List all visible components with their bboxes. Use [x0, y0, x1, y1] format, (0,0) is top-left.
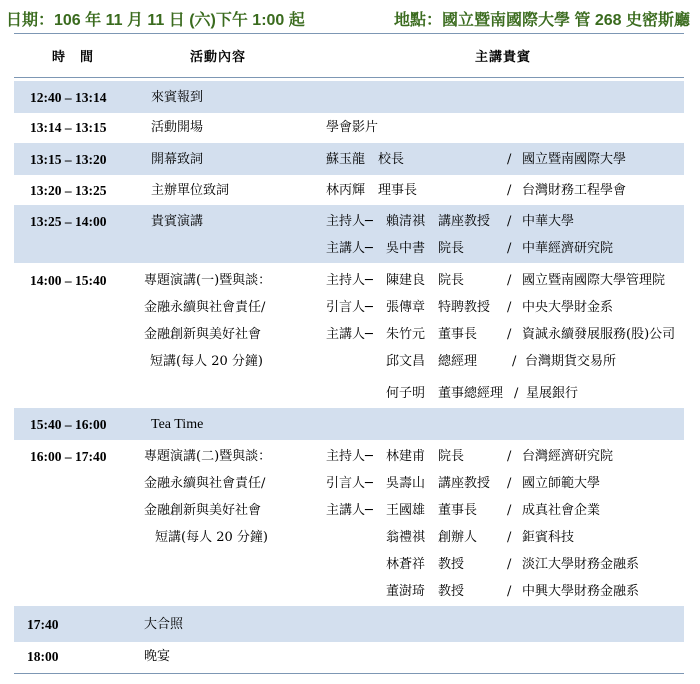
speaker-role: 引言人─	[326, 300, 373, 315]
row-time: 13:15 – 13:20	[30, 152, 107, 167]
row-time: 18:00	[27, 649, 59, 664]
row-activity: 金融永續與社會責任/	[144, 476, 266, 491]
speaker-role: 主講人─	[326, 503, 373, 518]
speaker-title: 講座教授	[438, 476, 491, 491]
separator: /	[507, 449, 512, 464]
column-header-activity: 活動內容	[190, 50, 247, 65]
speaker-name: 翁禮祺	[386, 530, 426, 545]
speaker-org: 中華大學	[522, 214, 575, 229]
speaker-name: 吳壽山	[386, 476, 426, 491]
separator: /	[514, 386, 519, 401]
separator: /	[507, 530, 512, 545]
speaker-org: 星展銀行	[526, 386, 579, 401]
speaker-name: 林建甫	[386, 449, 426, 464]
speaker-org: 中華經濟研究院	[522, 241, 614, 256]
row-activity: 金融創新與美好社會	[144, 503, 262, 518]
speaker-title: 院長	[438, 241, 465, 256]
speaker-org: 國立暨南國際大學	[522, 152, 627, 167]
row-time: 13:25 – 14:00	[30, 214, 107, 229]
separator: /	[507, 241, 512, 256]
speaker-role: 引言人─	[326, 476, 373, 491]
row-time: 17:40	[27, 617, 59, 632]
schedule-row	[14, 606, 684, 642]
separator: /	[507, 214, 512, 229]
event-location: 地點：國立暨南國際大學 管 268 史密斯廳	[393, 12, 690, 29]
separator: /	[507, 300, 512, 315]
row-activity: 專題演講(二)暨與談：	[144, 449, 272, 464]
row-activity: 金融永續與社會責任/	[144, 300, 266, 315]
speaker-title: 董事長	[438, 327, 478, 342]
speaker-org: 台灣財務工程學會	[522, 183, 627, 198]
separator: /	[507, 273, 512, 288]
speaker-name: 朱竹元	[386, 327, 426, 342]
speaker-name: 蘇玉龍	[326, 152, 366, 167]
header-divider	[14, 33, 684, 34]
speaker-name: 林蒼祥	[386, 557, 426, 572]
row-activity: 開幕致詞	[151, 152, 204, 167]
row-activity: 專題演講(一)暨與談：	[144, 273, 272, 288]
speaker-title: 特聘教授	[438, 300, 491, 315]
speaker-title: 講座教授	[438, 214, 491, 229]
speaker-org: 國立師範大學	[522, 476, 601, 491]
speaker-role: 主講人─	[326, 327, 373, 342]
event-date: 日期：106 年 11 月 11 日 (六)下午 1:00 起	[6, 12, 305, 29]
speaker-name: 董澍琦	[386, 584, 426, 599]
speaker-org: 資誠永續發展服務(股)公司	[522, 327, 676, 342]
row-activity: 晚宴	[144, 649, 171, 664]
speaker-role: 主講人─	[326, 241, 373, 256]
separator: /	[507, 183, 512, 198]
schedule-row	[14, 408, 684, 440]
separator: /	[507, 503, 512, 518]
row-activity: 貴賓演講	[151, 214, 204, 229]
speaker-title: 教授	[438, 584, 465, 599]
speaker-org: 淡江大學財務金融系	[522, 557, 640, 572]
speaker-org: 鉅賓科技	[522, 530, 575, 545]
schedule-row	[14, 642, 684, 672]
speaker-title: 董事總經理	[438, 386, 504, 401]
speaker-name: 吳中書	[386, 241, 426, 256]
row-activity: Tea Time	[151, 417, 204, 432]
separator: /	[507, 557, 512, 572]
speaker-org: 中興大學財務金融系	[522, 584, 640, 599]
speaker-title: 院長	[438, 273, 465, 288]
row-activity: 短講(每人 20 分鐘)	[150, 354, 263, 369]
column-header-time: 時 間	[52, 50, 95, 65]
speaker-title: 校長	[378, 152, 405, 167]
row-activity: 活動開場	[151, 120, 204, 135]
separator: /	[507, 152, 512, 167]
speaker-title: 院長	[438, 449, 465, 464]
speaker-name: 張傳章	[386, 300, 426, 315]
speaker-org: 中央大學財金系	[522, 300, 614, 315]
separator: /	[507, 476, 512, 491]
speaker-title: 理事長	[378, 183, 418, 198]
table-bottom-divider	[14, 673, 684, 674]
speaker-title: 創辦人	[438, 530, 478, 545]
speaker-name: 學會影片	[326, 120, 379, 135]
speaker-org: 國立暨南國際大學管理院	[522, 273, 666, 288]
separator: /	[512, 354, 517, 369]
separator: /	[507, 584, 512, 599]
row-time: 16:00 – 17:40	[30, 449, 107, 464]
row-activity: 大合照	[144, 617, 184, 632]
row-activity: 金融創新與美好社會	[144, 327, 262, 342]
speaker-name: 陳建良	[386, 273, 426, 288]
row-time: 15:40 – 16:00	[30, 417, 107, 432]
row-activity: 來賓報到	[151, 90, 204, 105]
speaker-role: 主持人─	[326, 273, 373, 288]
speaker-org: 成真社會企業	[522, 503, 601, 518]
speaker-org: 台灣期貨交易所	[525, 354, 617, 369]
speaker-title: 總經理	[438, 354, 478, 369]
column-header-divider	[14, 77, 684, 78]
speaker-title: 董事長	[438, 503, 478, 518]
schedule-row	[14, 81, 684, 113]
column-header-speakers: 主講貴賓	[475, 50, 532, 65]
row-time: 13:20 – 13:25	[30, 183, 107, 198]
speaker-title: 教授	[438, 557, 465, 572]
speaker-name: 賴清祺	[386, 214, 426, 229]
speaker-name: 王國雄	[386, 503, 426, 518]
speaker-role: 主持人─	[326, 449, 373, 464]
row-time: 13:14 – 13:15	[30, 120, 107, 135]
speaker-role: 主持人─	[326, 214, 373, 229]
row-activity: 主辦單位致詞	[151, 183, 230, 198]
row-activity: 短講(每人 20 分鐘)	[155, 530, 268, 545]
row-time: 12:40 – 13:14	[30, 90, 107, 105]
speaker-org: 台灣經濟研究院	[522, 449, 614, 464]
speaker-name: 何子明	[386, 386, 426, 401]
speaker-name: 邱文昌	[386, 354, 426, 369]
speaker-name: 林丙輝	[326, 183, 366, 198]
separator: /	[507, 327, 512, 342]
row-time: 14:00 – 15:40	[30, 273, 107, 288]
page-header	[0, 0, 700, 34]
